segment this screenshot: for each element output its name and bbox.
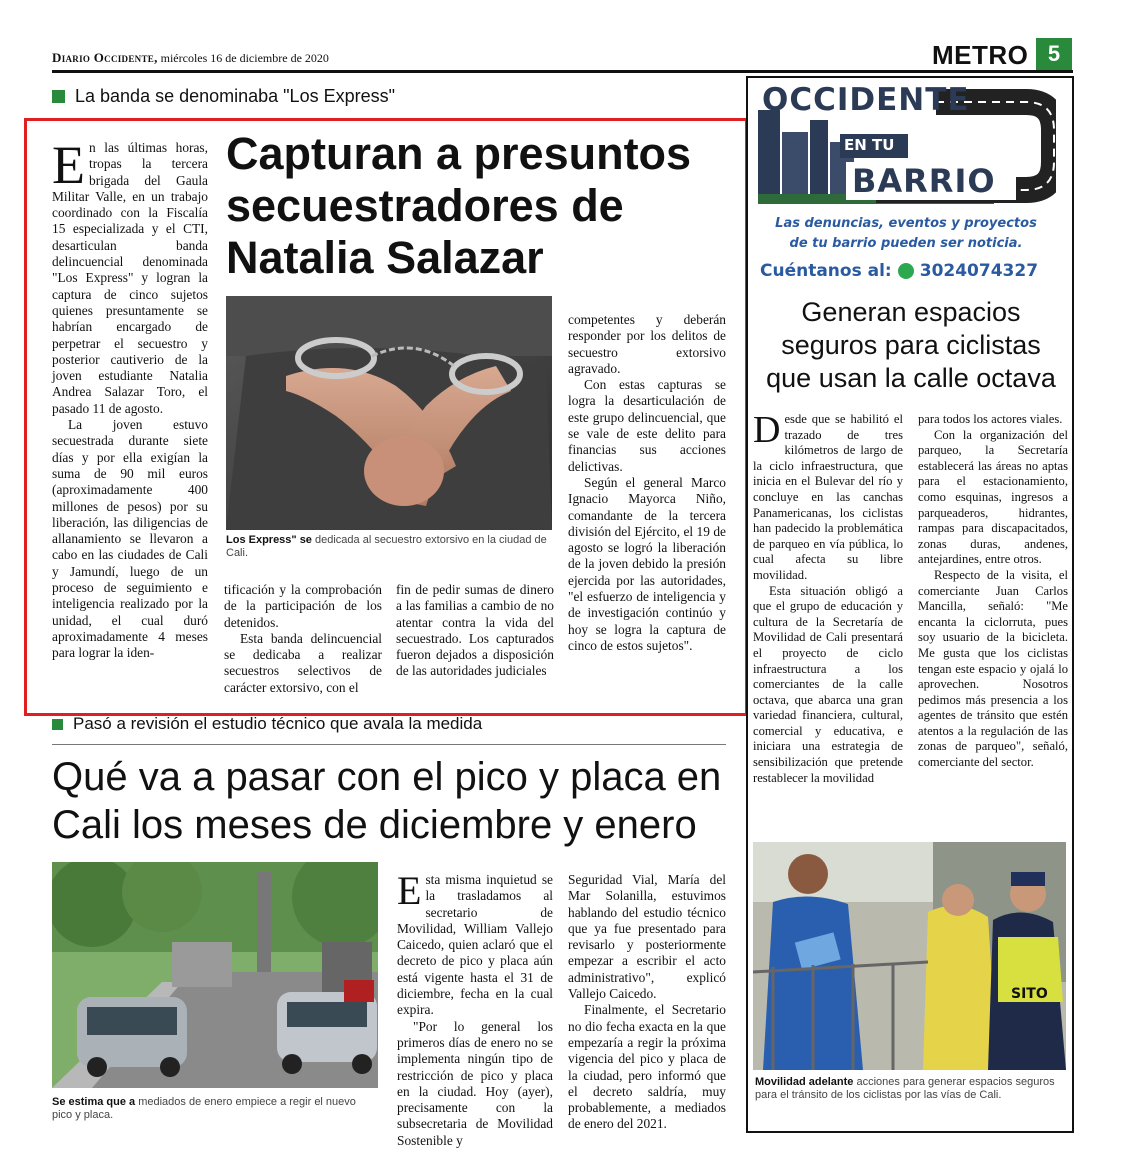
dropcap: D [753,409,781,451]
square-bullet-icon [52,90,65,103]
logo-line-1: OCCIDENTE [762,82,970,118]
paragraph: "Por lo general los primeros días de enero no se implementa ningún tipo de restricción de pico y placa en la ciudad. Hoy (ayer), precisamente con la subsecretaria de Movilidad Sostenible y [397,1018,553,1148]
article2-caption: Se estima que a mediados de enero empiece a regir el nuevo pico y placa. [52,1096,356,1121]
header-rule [52,70,1073,73]
publication-date: miércoles 16 de diciembre de 2020 [160,51,329,65]
article2-kicker [52,714,482,734]
phone-label: Cuéntanos al: [760,261,892,281]
paragraph: competentes y deberán responder por los delitos de secuestro extorsivo agravado. [568,312,726,376]
vest-text: SITO [1011,986,1048,1002]
dropcap: E [397,868,422,913]
phone-number: 3024074327 [919,261,1039,281]
page-number: 5 [1036,38,1072,70]
sidebar-column-1 [753,409,903,786]
sidebar-column-2 [918,412,1068,771]
sidebar-tagline [756,214,1056,254]
article2-headline: Qué va a pasar con el pico y placa en Cali los meses de diciembre y enero [52,755,722,847]
cyclists-meeting-photo [753,842,1066,1070]
paragraph: En las últimas horas, tropas la tercera brigada del Gaula Militar Valle, en un trabajo coordinado con la Fiscalía 15 especializada y el CTI, desarticulan banda delincuencial denominada "Los Express" y logran la captura de cinco sujetos quienes presuntamente se habrían encargado de perpetrar el secuestro y posterior cautiverio de la joven estudiante Natalia Andrea Salazar Toro, el pasado 11 de agosto. [52,135,208,416]
article1-kicker-text: La banda se denominaba "Los Express" [75,86,395,106]
square-bullet-icon [52,719,63,730]
article1-column-1 [52,135,208,662]
tagline-line-1: Las denuncias, eventos y proyectos [775,216,1037,231]
article2-column-2 [568,872,726,1133]
article1-column-2 [224,582,382,696]
handcuffs-photo [226,296,552,530]
paragraph: Según el general Marco Ignacio Mayorca Niño, comandante de la tercera división del Ejército, el 19 de agosto se logró la liberación de la joven debido la presión ejercida por las autoridades, "el esfuerzo de inteligencia y de investigación continúo y hoy se logra la captura de cinco de estos sujetos". [568,474,726,653]
paragraph: Respecto de la visita, el comerciante Juan Carlos Mancilla, señaló: "Me encanta la ciclorruta, pues soy usuario de la bicicleta. Me gusta que los ciclistas tengan este espacio y ojalá lo aprovechen. Nosotros pedimos más presencia a los agentes de tránsito que estén atentos a la regulación de las zonas de parqueo", señaló, comerciante del sector. [918,567,1068,770]
handcuffs-image [226,296,552,530]
paragraph: para todos los actores viales. [918,412,1063,426]
paragraph: Seguridad Vial, María del Mar Solanilla, estuvimos hablando del estudio técnico que ya fue presentado para revisarlo y posteriormente empezar a escribir el acto administrativo", explicó Vallejo Caicedo. [568,872,726,1002]
whatsapp-icon [898,263,914,279]
section-label: METRO [932,40,1029,70]
logo-line-3: BARRIO [852,162,996,200]
traffic-image [52,862,378,1088]
paragraph: Esta misma inquietud se la trasladamos al secretario de Movilidad, William Vallejo Caicedo, quien aclaró que el decreto de pico y placa aún está vigente hasta el 31 de diciembre, fecha en la cual expira. [397,868,553,1018]
traffic-photo [52,862,378,1088]
masthead [52,50,329,66]
article2-kicker-text: Pasó a revisión el estudio técnico que avala la medida [73,714,483,733]
article1-caption: Los Express" se dedicada al secuestro extorsivo en la ciudad de Cali. [226,534,547,559]
logo-line-2: EN TU [844,136,895,154]
article1-kicker [52,86,395,107]
article1-column-3 [396,582,554,680]
dropcap: E [52,135,85,195]
paragraph: Desde que se habilitó el trazado de tres kilómetros de largo de la ciclo infraestructura, que inicia en el Bulevar del río y concluye en las canchas Panamericanas, los ciclistas han padecido la problemática de parqueo en vía pública, lo cual afecta su libre movilidad. [753,409,903,582]
meeting-image [753,842,1066,1070]
article1-headline: Capturan a presuntos secuestradores de Natalia Salazar [226,128,692,283]
sidebar-headline: Generan espacios seguros para ciclistas que usan la calle octava [766,297,1056,393]
article2-column-1 [397,868,553,1149]
occidente-en-tu-barrio-logo [756,82,1056,210]
paragraph: Con estas capturas se logra la desarticulación de este grupo delincuencial, que se vale de este delito para financias sus acciones delictivas. [568,377,726,474]
tagline-line-2: de tu barrio pueden ser noticia. [789,236,1023,251]
article1-column-4 [568,312,726,654]
newspaper-name: Diario Occidente, [52,50,158,65]
sidebar-caption: Movilidad adelante acciones para generar espacios seguros para el tránsito de los ciclistas por las vías de Cali. [755,1076,1055,1101]
paragraph: Finalmente, el Secretario no dio fecha exacta en la que empezaría a regir la próxima vigencia del pico y placa de la ciudad, pero informó que el decreto saldría, muy probablemente, a mediados de enero del 2021. [568,1002,726,1132]
paragraph: tificación y la comprobación de la participación de los detenidos. [224,582,382,630]
paragraph: Con la organización del parqueo, la Secretaría establecerá las áreas no aptas para el estacionamiento, como esquinas, ingresos a parqueaderos, hidrantes, rampas para discapacitados, zonas duras, andenes, antejardines, entre otros. [918,427,1068,567]
paragraph: fin de pedir sumas de dinero a las familias a cambio de no atentar contra la vida del secuestrado. Los capturados fueron dejados a disposición de las autoridades judiciales [396,582,554,679]
paragraph: La joven estuvo secuestrada durante siete días y por ella exigían la suma de 90 mil euros (aproximadamente 400 millones de pesos) por su liberación, las diligencias de allanamiento se llevaron a cabo en las ciudades de Cali y Jamundí, luego de un proceso de seguimiento e inteligencia realizado por la unidad, el cual duró aproximadamente 4 meses para lograr la iden- [52,417,208,661]
sidebar-phone [760,261,1060,281]
paragraph: Esta banda delincuencial se dedicaba a realizar secuestros selectivos de carácter extorsivo, con el [224,630,382,695]
divider [52,744,726,745]
paragraph: Esta situación obligó a que el grupo de educación y cultura de la Secretaría de Movilidad de Cali presentará el proyecto de ciclo infraestructura a los comerciantes de la calle octava, que abarca una gran variedad financiera, cultural, comercial y educativa, e iniciara una estrategia de sensibilización que pretende restablecer la movilidad [753,583,903,785]
